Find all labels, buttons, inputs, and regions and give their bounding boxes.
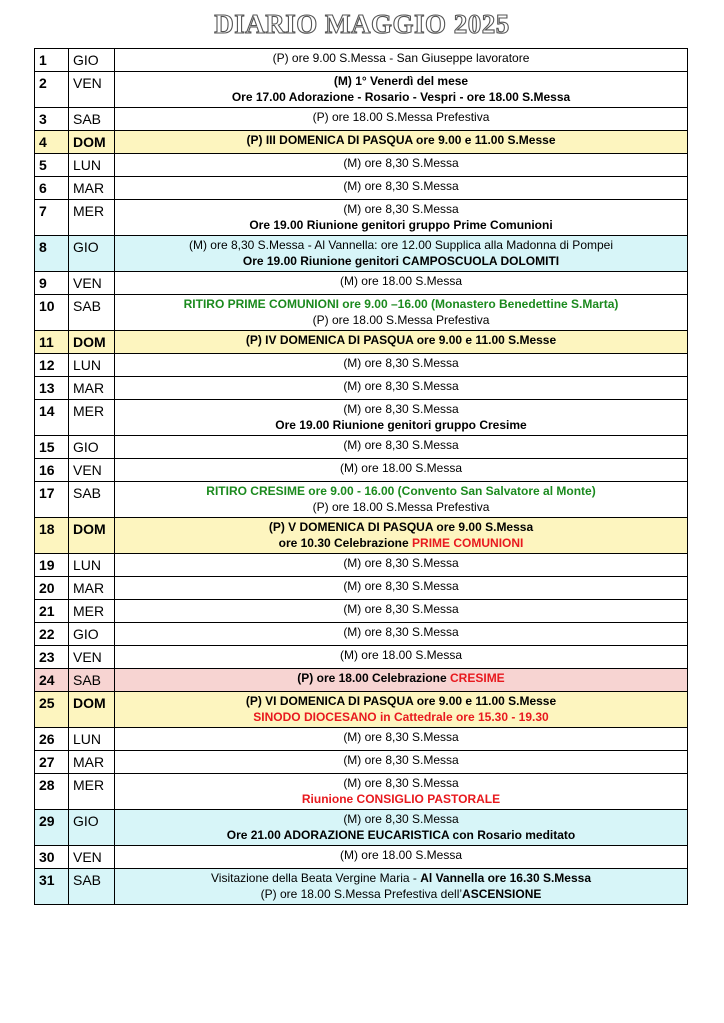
day-number: 20 (35, 577, 69, 600)
table-row (35, 459, 688, 482)
event-cell (115, 131, 688, 154)
event-cell (115, 810, 688, 846)
weekday: MER (69, 400, 115, 436)
table-row (35, 623, 688, 646)
day-number: 26 (35, 728, 69, 751)
day-number: 28 (35, 774, 69, 810)
day-number: 9 (35, 272, 69, 295)
day-number: 3 (35, 108, 69, 131)
weekday: GIO (69, 623, 115, 646)
event-cell (115, 331, 688, 354)
event-cell (115, 236, 688, 272)
event-line: (M) ore 8,30 S.Messa (343, 812, 459, 826)
table-row (35, 272, 688, 295)
day-number: 15 (35, 436, 69, 459)
event-line: (P) ore 18.00 S.Messa Prefestiva (312, 500, 490, 514)
weekday: DOM (69, 131, 115, 154)
weekday: GIO (69, 236, 115, 272)
event-cell (115, 400, 688, 436)
event-text: Visitazione della Beata Vergine Maria - (211, 871, 421, 885)
day-number: 29 (35, 810, 69, 846)
day-number: 13 (35, 377, 69, 400)
event-cell (115, 354, 688, 377)
weekday: VEN (69, 459, 115, 482)
event-line: Ore 19.00 Riunione genitori gruppo Cresime (275, 418, 527, 432)
weekday: GIO (69, 49, 115, 72)
event-line: (P) ore 9.00 S.Messa - San Giuseppe lavoratore (272, 51, 530, 65)
table-row (35, 154, 688, 177)
table-row (35, 377, 688, 400)
event-line: (M) ore 18.00 S.Messa (339, 848, 463, 862)
event-cell (115, 669, 688, 692)
day-number: 12 (35, 354, 69, 377)
event-line: (M) 1° Venerdì del mese (333, 74, 469, 88)
event-line: (M) ore 8,30 S.Messa (343, 602, 459, 616)
day-number: 14 (35, 400, 69, 436)
table-row (35, 72, 688, 108)
event-text: (P) ore 18.00 S.Messa Prefestiva dell’ (260, 887, 463, 901)
event-cell (115, 518, 688, 554)
event-line: (P) V DOMENICA DI PASQUA ore 9.00 S.Messa (268, 520, 534, 534)
event-cell (115, 377, 688, 400)
event-highlight: Al Vannella ore 16.30 S.Messa (420, 871, 591, 885)
day-number: 19 (35, 554, 69, 577)
table-row (35, 577, 688, 600)
weekday: DOM (69, 518, 115, 554)
event-cell (115, 577, 688, 600)
event-cell (115, 436, 688, 459)
event-line: (M) ore 8,30 S.Messa (343, 556, 459, 570)
event-line: (M) ore 8,30 S.Messa (343, 202, 459, 216)
event-cell (115, 728, 688, 751)
event-line: Ore 17.00 Adorazione - Rosario - Vespri - ore 18.00 S.Messa (231, 90, 571, 104)
event-line: Ore 19.00 Riunione genitori CAMPOSCUOLA DOLOMITI (242, 254, 560, 268)
weekday: SAB (69, 108, 115, 131)
weekday: VEN (69, 72, 115, 108)
event-line: (M) ore 8,30 S.Messa (343, 356, 459, 370)
day-number: 1 (35, 49, 69, 72)
table-row (35, 669, 688, 692)
event-line: (P) IV DOMENICA DI PASQUA ore 9.00 e 11.00 S.Messe (245, 333, 557, 347)
table-row (35, 728, 688, 751)
table-row (35, 295, 688, 331)
weekday: GIO (69, 810, 115, 846)
event-line: (M) ore 8,30 S.Messa (343, 179, 459, 193)
event-cell (115, 72, 688, 108)
event-text: ore 10.30 Celebrazione (278, 536, 413, 550)
event-line: (P) III DOMENICA DI PASQUA ore 9.00 e 11.00 S.Messe (246, 133, 556, 147)
weekday: MER (69, 774, 115, 810)
weekday: DOM (69, 331, 115, 354)
table-row (35, 751, 688, 774)
event-line: SINODO DIOCESANO in Cattedrale ore 15.30 - 19.30 (253, 710, 549, 724)
event-line: (M) ore 8,30 S.Messa (343, 776, 459, 790)
event-cell (115, 154, 688, 177)
event-cell (115, 295, 688, 331)
day-number: 23 (35, 646, 69, 669)
table-row (35, 600, 688, 623)
weekday: MER (69, 600, 115, 623)
day-number: 4 (35, 131, 69, 154)
table-row (35, 177, 688, 200)
table-row (35, 646, 688, 669)
event-line: Ore 19.00 Riunione genitori gruppo Prime Comunioni (249, 218, 553, 232)
table-row (35, 436, 688, 459)
event-line (117, 670, 685, 686)
event-cell (115, 774, 688, 810)
day-number: 6 (35, 177, 69, 200)
table-row (35, 200, 688, 236)
event-cell (115, 751, 688, 774)
weekday: GIO (69, 436, 115, 459)
day-number: 30 (35, 846, 69, 869)
table-row (35, 810, 688, 846)
day-number: 21 (35, 600, 69, 623)
table-row (35, 354, 688, 377)
event-cell (115, 200, 688, 236)
weekday: MAR (69, 377, 115, 400)
event-cell (115, 177, 688, 200)
calendar-table (34, 48, 688, 905)
day-number: 8 (35, 236, 69, 272)
event-line (117, 886, 685, 902)
day-number: 7 (35, 200, 69, 236)
day-number: 10 (35, 295, 69, 331)
event-line: (P) ore 18.00 S.Messa Prefestiva (312, 313, 490, 327)
event-cell (115, 869, 688, 905)
day-number: 25 (35, 692, 69, 728)
day-number: 22 (35, 623, 69, 646)
table-row (35, 692, 688, 728)
weekday: MAR (69, 751, 115, 774)
event-line: (M) ore 8,30 S.Messa (343, 579, 459, 593)
table-row (35, 131, 688, 154)
event-line: (P) VI DOMENICA DI PASQUA ore 9.00 e 11.00 S.Messe (245, 694, 557, 708)
day-number: 17 (35, 482, 69, 518)
event-cell (115, 600, 688, 623)
event-line: (M) ore 8,30 S.Messa (343, 730, 459, 744)
event-line (117, 535, 685, 551)
day-number: 18 (35, 518, 69, 554)
day-number: 2 (35, 72, 69, 108)
event-highlight: CRESIME (450, 671, 505, 685)
table-row (35, 236, 688, 272)
table-row (35, 554, 688, 577)
page-title: DIARIO MAGGIO 2025 (214, 9, 510, 39)
event-line: (M) ore 8,30 S.Messa (343, 402, 459, 416)
event-cell (115, 108, 688, 131)
weekday: SAB (69, 295, 115, 331)
event-cell (115, 482, 688, 518)
weekday: DOM (69, 692, 115, 728)
weekday: MAR (69, 177, 115, 200)
event-line: (M) ore 8,30 S.Messa (343, 753, 459, 767)
event-cell (115, 49, 688, 72)
event-cell (115, 692, 688, 728)
event-line: (M) ore 8,30 S.Messa (343, 379, 459, 393)
event-cell (115, 646, 688, 669)
event-cell (115, 623, 688, 646)
event-line: (M) ore 8,30 S.Messa - Al Vannella: ore 12.00 Supplica alla Madonna di Pompei (188, 238, 613, 252)
table-row (35, 331, 688, 354)
event-line: (M) ore 18.00 S.Messa (339, 274, 463, 288)
weekday: LUN (69, 154, 115, 177)
table-row (35, 108, 688, 131)
table-row (35, 869, 688, 905)
event-line: Riunione CONSIGLIO PASTORALE (301, 792, 501, 806)
weekday: LUN (69, 728, 115, 751)
event-line: RITIRO CRESIME ore 9.00 - 16.00 (Convento San Salvatore al Monte) (206, 484, 596, 498)
table-row (35, 482, 688, 518)
weekday: MER (69, 200, 115, 236)
weekday: VEN (69, 846, 115, 869)
day-number: 31 (35, 869, 69, 905)
day-number: 5 (35, 154, 69, 177)
weekday: SAB (69, 869, 115, 905)
event-highlight: PRIME COMUNIONI (412, 536, 524, 550)
weekday: LUN (69, 354, 115, 377)
table-row (35, 49, 688, 72)
event-line: (M) ore 18.00 S.Messa (339, 648, 463, 662)
day-number: 11 (35, 331, 69, 354)
event-highlight: ASCENSIONE (462, 887, 542, 901)
table-row (35, 400, 688, 436)
weekday: SAB (69, 669, 115, 692)
day-number: 16 (35, 459, 69, 482)
day-number: 24 (35, 669, 69, 692)
table-row (35, 774, 688, 810)
table-row (35, 846, 688, 869)
event-line: (P) ore 18.00 S.Messa Prefestiva (312, 110, 490, 124)
weekday: SAB (69, 482, 115, 518)
event-line: Ore 21.00 ADORAZIONE EUCARISTICA con Rosario meditato (226, 828, 576, 842)
day-number: 27 (35, 751, 69, 774)
event-cell (115, 272, 688, 295)
event-line: (M) ore 8,30 S.Messa (343, 625, 459, 639)
table-row (35, 518, 688, 554)
weekday: MAR (69, 577, 115, 600)
event-line: (M) ore 18.00 S.Messa (339, 461, 463, 475)
weekday: VEN (69, 272, 115, 295)
event-line: (M) ore 8,30 S.Messa (343, 156, 459, 170)
event-text: (P) ore 18.00 Celebrazione (297, 671, 451, 685)
event-cell (115, 554, 688, 577)
weekday: VEN (69, 646, 115, 669)
event-line (117, 870, 685, 886)
weekday: LUN (69, 554, 115, 577)
event-cell (115, 459, 688, 482)
event-line: RITIRO PRIME COMUNIONI ore 9.00 –16.00 (Monastero Benedettine S.Marta) (183, 297, 619, 311)
event-cell (115, 846, 688, 869)
event-line: (M) ore 8,30 S.Messa (343, 438, 459, 452)
